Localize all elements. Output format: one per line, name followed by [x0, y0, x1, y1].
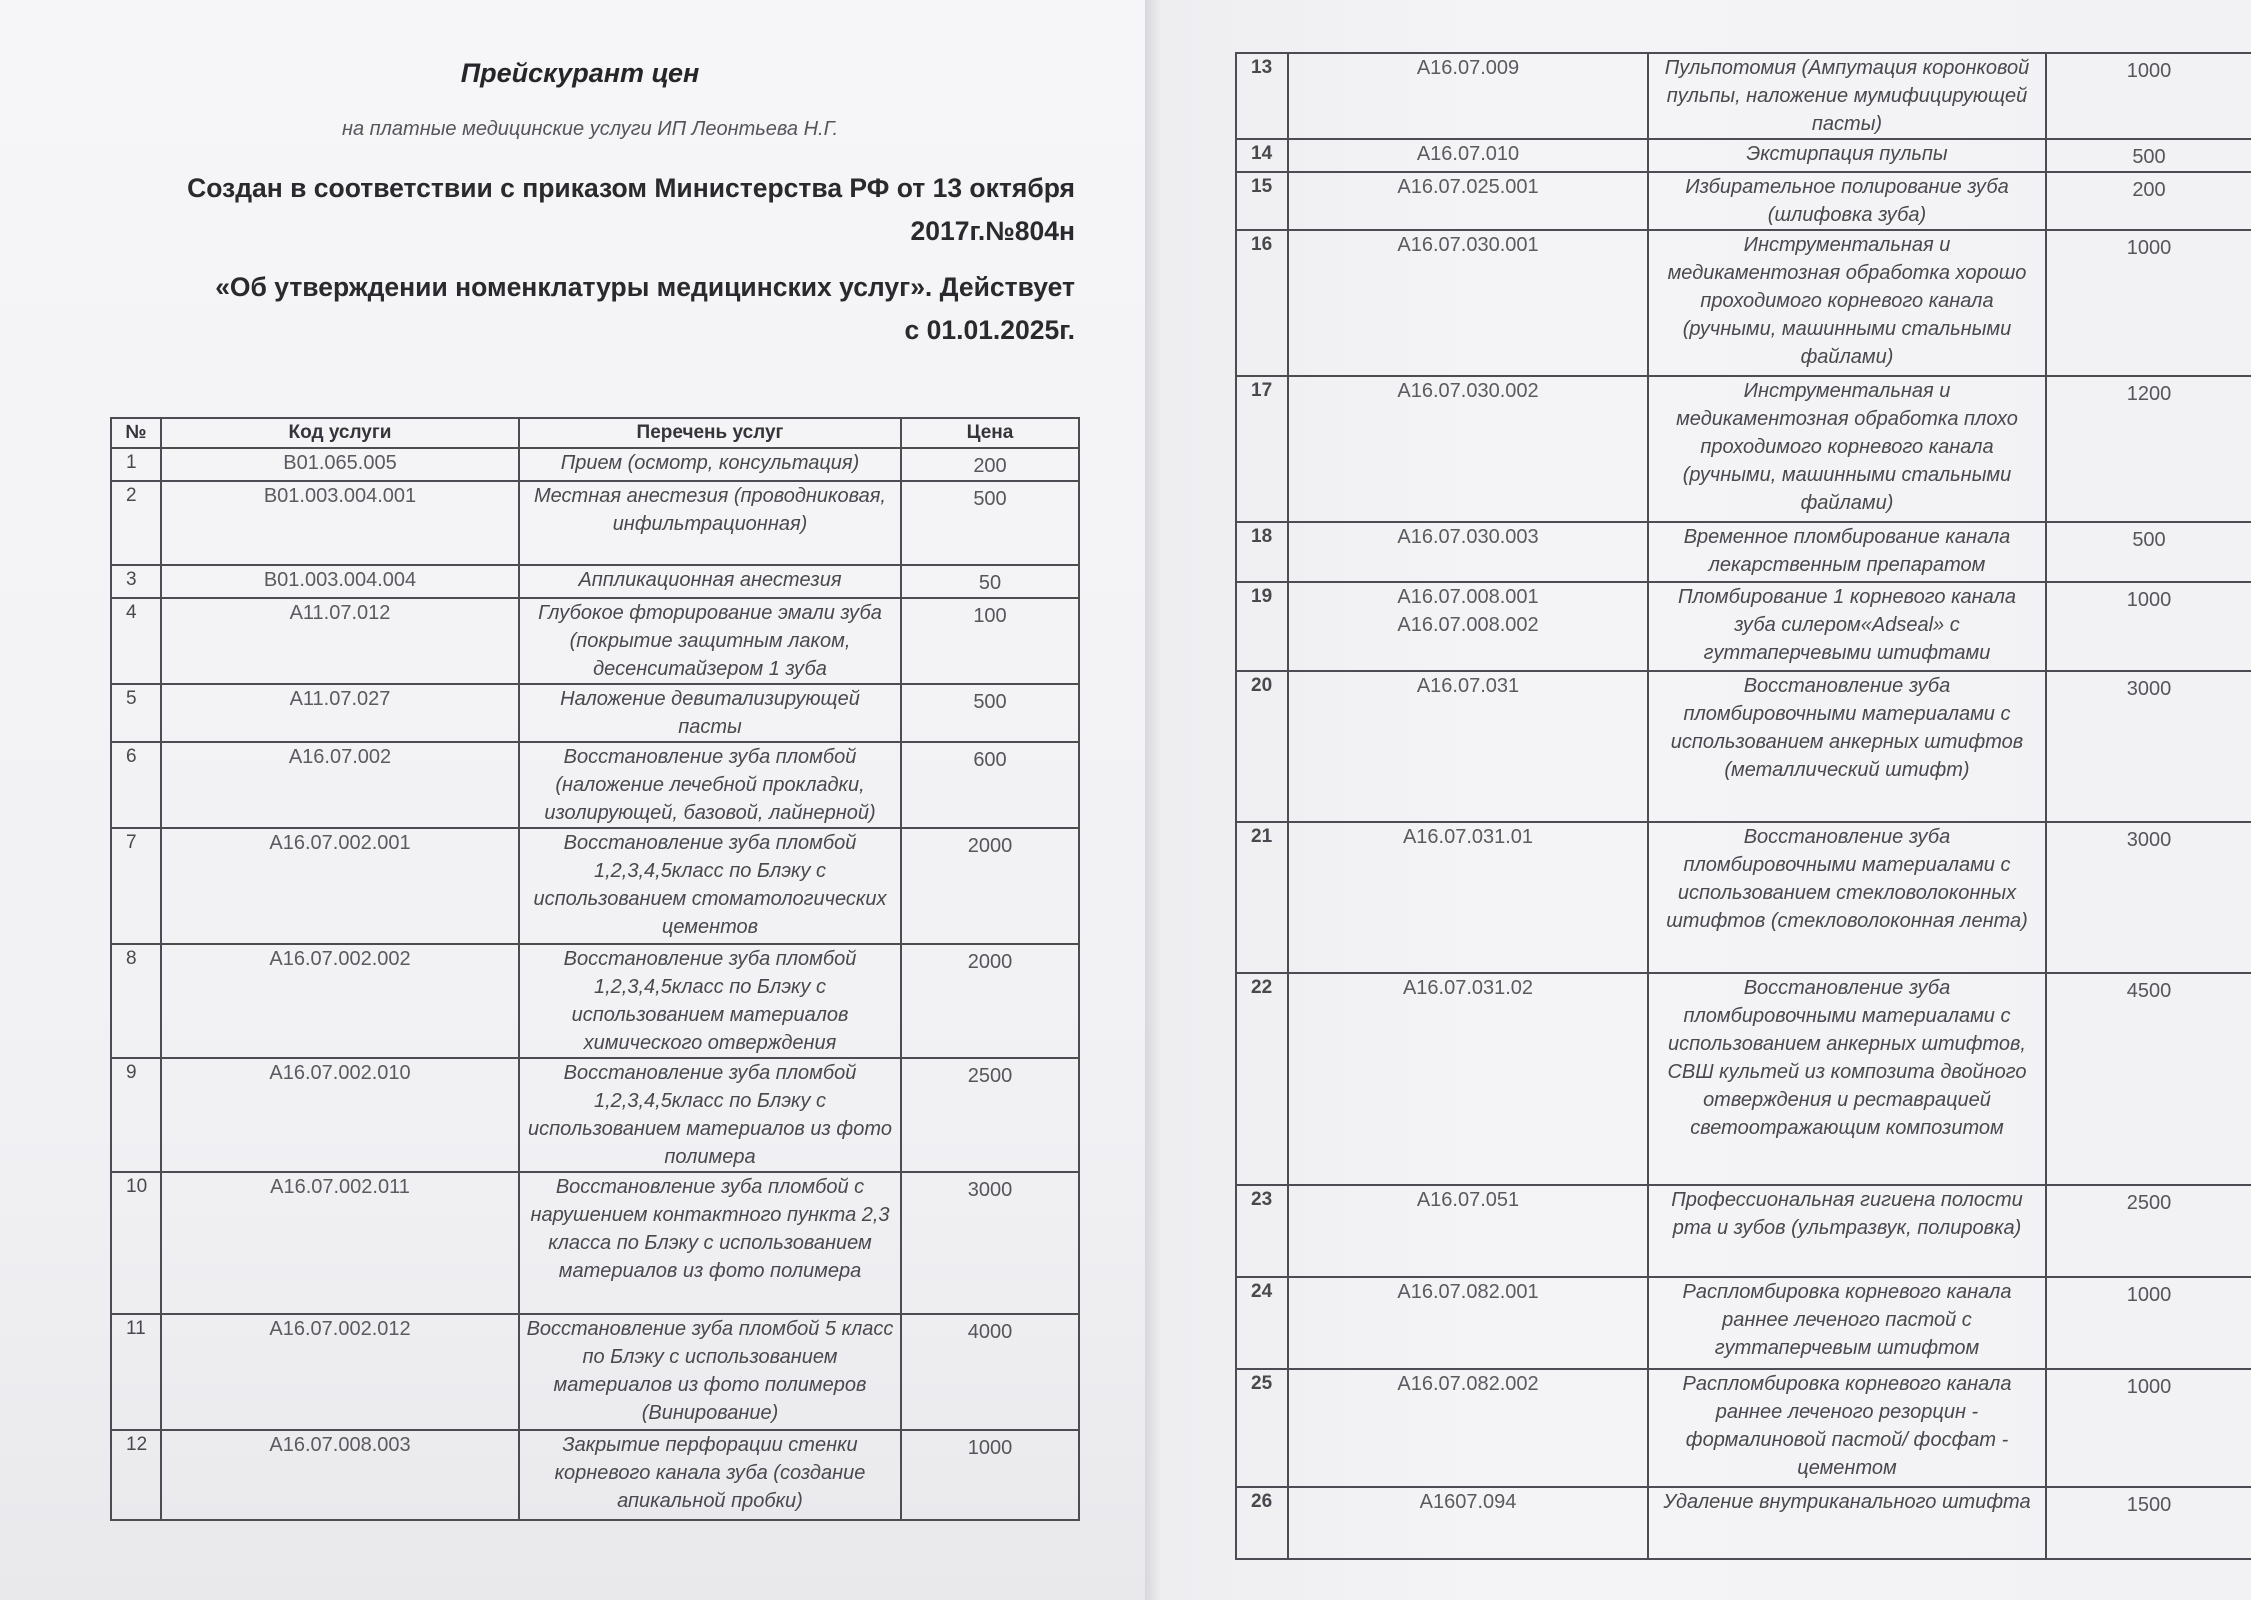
service-price: 2500 — [2046, 1185, 2251, 1277]
row-number: 21 — [1236, 822, 1288, 973]
row-number: 22 — [1236, 973, 1288, 1185]
service-code: A16.07.002.011 — [161, 1172, 519, 1314]
row-number: 12 — [111, 1430, 161, 1520]
service-price: 500 — [901, 684, 1079, 742]
service-name: Восстановление зуба пломбировочными материалами с использованием анкерных штифтов (металлический штифт) — [1648, 671, 2046, 822]
service-code: A16.07.025.001 — [1288, 172, 1648, 230]
service-code — [1288, 582, 1648, 671]
service-name: Распломбировка корневого канала раннее леченого резорцин - формалиновой пастой/ фосфат - цементом — [1648, 1369, 2046, 1487]
service-name: Избирательное полирование зуба (шлифовка зуба) — [1648, 172, 2046, 230]
service-code: A1607.094 — [1288, 1487, 1648, 1559]
service-code-primary: A16.07.008.001 — [1397, 586, 1539, 608]
document-subtitle: на платные медицинские услуги ИП Леонтьева Н.Г. — [341, 118, 839, 140]
row-number: 18 — [1236, 522, 1288, 582]
service-price: 200 — [2046, 172, 2251, 230]
service-name: Закрытие перфорации стенки корневого канала зуба (создание апикальной пробки) — [519, 1430, 901, 1520]
table-row — [1236, 522, 2251, 582]
row-number: 9 — [111, 1058, 161, 1172]
row-number: 15 — [1236, 172, 1288, 230]
table-row — [111, 1058, 1079, 1172]
service-price: 500 — [2046, 139, 2251, 172]
service-price: 500 — [2046, 522, 2251, 582]
table-row — [111, 598, 1079, 684]
page-gutter — [1145, 0, 1160, 1600]
service-code: A16.07.002.001 — [161, 828, 519, 944]
table-row — [1236, 1277, 2251, 1369]
service-code: B01.003.004.004 — [161, 565, 519, 598]
row-number: 14 — [1236, 139, 1288, 172]
table-row — [111, 1430, 1079, 1520]
table-row — [1236, 1487, 2251, 1559]
row-number: 3 — [111, 565, 161, 598]
service-price: 600 — [901, 742, 1079, 828]
row-number: 17 — [1236, 376, 1288, 522]
row-number: 6 — [111, 742, 161, 828]
table-row — [1236, 230, 2251, 376]
service-price: 4000 — [901, 1314, 1079, 1430]
row-number: 4 — [111, 598, 161, 684]
table-row — [111, 481, 1079, 565]
column-header-code: Код услуги — [161, 418, 519, 448]
table-row — [1236, 1185, 2251, 1277]
service-name: Прием (осмотр, консультация) — [519, 448, 901, 481]
service-name: Восстановление зуба пломбой с нарушением контактного пункта 2,3 класса по Блэку с использованием материалов из фото полимера — [519, 1172, 901, 1314]
service-price: 500 — [901, 481, 1079, 565]
table-row — [111, 565, 1079, 598]
row-number: 1 — [111, 448, 161, 481]
service-code: A16.07.010 — [1288, 139, 1648, 172]
table-row — [1236, 973, 2251, 1185]
service-price: 1500 — [2046, 1487, 2251, 1559]
row-number: 8 — [111, 944, 161, 1058]
service-price: 1000 — [2046, 53, 2251, 139]
document-title: Прейскурант цен — [460, 58, 700, 88]
service-name: Удаление внутриканального штифта — [1648, 1487, 2046, 1559]
service-code: A16.07.051 — [1288, 1185, 1648, 1277]
service-code: A16.07.002.002 — [161, 944, 519, 1058]
table-header-row — [111, 418, 1079, 448]
service-price: 4500 — [2046, 973, 2251, 1185]
table-row — [111, 1172, 1079, 1314]
service-code: A16.07.031 — [1288, 671, 1648, 822]
service-name: Восстановление зуба пломбой 1,2,3,4,5класс по Блэку с использованием стоматологических цементов — [519, 828, 901, 944]
service-code: A16.07.008.003 — [161, 1430, 519, 1520]
service-code: A11.07.012 — [161, 598, 519, 684]
row-number: 19 — [1236, 582, 1288, 671]
row-number: 20 — [1236, 671, 1288, 822]
nomenclature-line-2: с 01.01.2025г. — [904, 315, 1075, 345]
service-code: A11.07.027 — [161, 684, 519, 742]
service-name: Глубокое фторирование эмали зуба (покрытие защитным лаком, десенситайзером 1 зуба — [519, 598, 901, 684]
table-row — [1236, 376, 2251, 522]
table-row — [1236, 1369, 2251, 1487]
decree-line-2: 2017г.№804н — [910, 216, 1075, 246]
row-number: 16 — [1236, 230, 1288, 376]
price-table-left — [110, 417, 1080, 1521]
service-name: Профессиональная гигиена полости рта и зубов (ультразвук, полировка) — [1648, 1185, 2046, 1277]
table-row — [1236, 822, 2251, 973]
service-code: B01.003.004.001 — [161, 481, 519, 565]
service-code: A16.07.030.002 — [1288, 376, 1648, 522]
service-name: Восстановление зуба пломбой 1,2,3,4,5класс по Блэку с использованием материалов из фото полимера — [519, 1058, 901, 1172]
service-code: A16.07.009 — [1288, 53, 1648, 139]
table-row — [1236, 582, 2251, 671]
column-header-price: Цена — [901, 418, 1079, 448]
service-price: 2000 — [901, 944, 1079, 1058]
table-row — [111, 742, 1079, 828]
service-price: 1000 — [2046, 1369, 2251, 1487]
service-code: A16.07.002.012 — [161, 1314, 519, 1430]
nomenclature-line-1: «Об утверждении номенклатуры медицинских услуг». Действует — [215, 272, 1075, 302]
service-code: A16.07.030.003 — [1288, 522, 1648, 582]
service-price: 1000 — [2046, 1277, 2251, 1369]
price-table-right — [1235, 52, 2251, 1560]
service-name: Аппликационная анестезия — [519, 565, 901, 598]
table-row — [111, 684, 1079, 742]
row-number: 23 — [1236, 1185, 1288, 1277]
column-header-service: Перечень услуг — [519, 418, 901, 448]
service-name: Наложение девитализирующей пасты — [519, 684, 901, 742]
service-code: A16.07.031.02 — [1288, 973, 1648, 1185]
service-code: A16.07.002.010 — [161, 1058, 519, 1172]
service-price: 3000 — [2046, 822, 2251, 973]
nomenclature-reference — [115, 266, 1075, 352]
row-number: 13 — [1236, 53, 1288, 139]
service-price: 1200 — [2046, 376, 2251, 522]
service-price: 1000 — [901, 1430, 1079, 1520]
row-number: 5 — [111, 684, 161, 742]
service-name: Инструментальная и медикаментозная обработка хорошо проходимого корневого канала (ручными, машинными стальными файлами) — [1648, 230, 2046, 376]
service-name: Восстановление зуба пломбировочными материалами с использованием анкерных штифтов, СВШ культей из композита двойного отверждения и реставрацией светоотражающим композитом — [1648, 973, 2046, 1185]
row-number: 10 — [111, 1172, 161, 1314]
service-name: Восстановление зуба пломбировочными материалами с использованием стекловолоконных штифтов (стекловолоконная лента) — [1648, 822, 2046, 973]
table-row — [111, 448, 1079, 481]
service-price: 3000 — [901, 1172, 1079, 1314]
row-number: 25 — [1236, 1369, 1288, 1487]
service-name: Экстирпация пульпы — [1648, 139, 2046, 172]
service-name: Восстановление зуба пломбой 1,2,3,4,5класс по Блэку с использованием материалов химического отверждения — [519, 944, 901, 1058]
table-row — [1236, 172, 2251, 230]
service-name: Пульпотомия (Ампутация коронковой пульпы, наложение мумифицирующей пасты) — [1648, 53, 2046, 139]
service-name: Восстановление зуба пломбой 5 класс по Блэку с использованием материалов из фото полимеров (Винирование) — [519, 1314, 901, 1430]
service-name: Распломбировка корневого канала раннее леченого пастой с гуттаперчевым штифтом — [1648, 1277, 2046, 1369]
service-code: A16.07.082.002 — [1288, 1369, 1648, 1487]
column-header-number: № — [111, 418, 161, 448]
service-name: Пломбирование 1 корневого канала зуба силером«Adseal» с гуттаперчевыми штифтами — [1648, 582, 2046, 671]
service-price: 1000 — [2046, 582, 2251, 671]
service-code: B01.065.005 — [161, 448, 519, 481]
service-name: Местная анестезия (проводниковая, инфильтрационная) — [519, 481, 901, 565]
service-price: 1000 — [2046, 230, 2251, 376]
service-name: Инструментальная и медикаментозная обработка плохо проходимого корневого канала (ручными, машинными стальными файлами) — [1648, 376, 2046, 522]
row-number: 2 — [111, 481, 161, 565]
table-row — [111, 828, 1079, 944]
service-code-secondary: A16.07.008.002 — [1397, 614, 1539, 636]
service-price: 2500 — [901, 1058, 1079, 1172]
table-row — [111, 944, 1079, 1058]
decree-line-1: Создан в соответствии с приказом Министерства РФ от 13 октября — [187, 173, 1075, 203]
service-price: 200 — [901, 448, 1079, 481]
table-row — [111, 1314, 1079, 1430]
service-price: 50 — [901, 565, 1079, 598]
service-code: A16.07.002 — [161, 742, 519, 828]
service-price: 100 — [901, 598, 1079, 684]
table-row — [1236, 53, 2251, 139]
table-row — [1236, 139, 2251, 172]
service-code: A16.07.082.001 — [1288, 1277, 1648, 1369]
service-name: Временное пломбирование канала лекарственным препаратом — [1648, 522, 2046, 582]
service-code: A16.07.030.001 — [1288, 230, 1648, 376]
service-price: 3000 — [2046, 671, 2251, 822]
decree-reference — [115, 167, 1075, 253]
row-number: 26 — [1236, 1487, 1288, 1559]
row-number: 24 — [1236, 1277, 1288, 1369]
table-row — [1236, 671, 2251, 822]
row-number: 11 — [111, 1314, 161, 1430]
service-name: Восстановление зуба пломбой (наложение лечебной прокладки, изолирующей, базовой, лайнерной) — [519, 742, 901, 828]
row-number: 7 — [111, 828, 161, 944]
service-code: A16.07.031.01 — [1288, 822, 1648, 973]
service-price: 2000 — [901, 828, 1079, 944]
